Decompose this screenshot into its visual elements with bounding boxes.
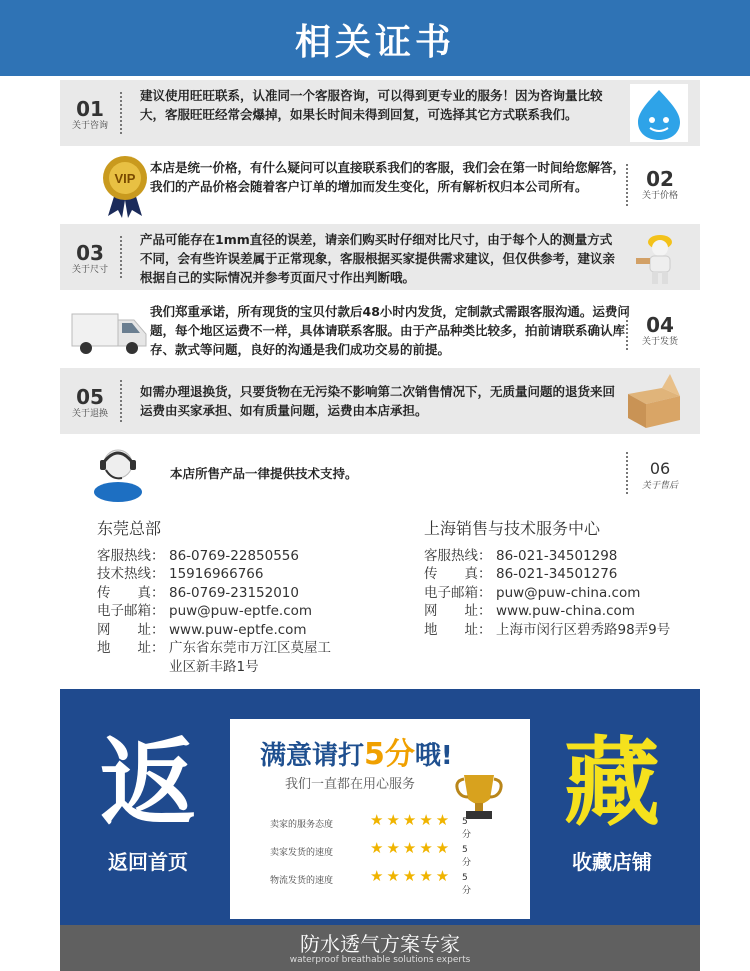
trophy-icon: [452, 771, 506, 821]
star-rating[interactable]: ★★★★★: [370, 839, 453, 857]
divider: [120, 92, 122, 134]
rating-title: 满意请打5分哦!: [260, 737, 453, 772]
notice-text: 产品可能存在1mm直径的误差，请亲们购买时仔细对比尺寸，由于每个人的测量方式不同，会有些许误差属于正常现象，客服根据买家提供需求建议，但仅供参考，建议亲根据自己的实际情况并参考页面尺寸作出判断哦。: [140, 232, 616, 285]
chat-drop-icon: [630, 84, 688, 142]
divider: [626, 164, 628, 206]
contact-title: 上海销售与技术服务中心: [424, 519, 601, 538]
contact-row: 传 真： 86-021-34501276: [424, 566, 618, 582]
delivery-van-icon: [70, 306, 148, 354]
notice-number: 05 关于退换: [71, 385, 108, 419]
notice-text: 本店是统一价格，有什么疑问可以直接联系我们的客服，我们会在第一时间给您解答，我们的产品价格会随着客户订单的增加而发生变化，所有解析权归本公司所有。: [150, 160, 626, 194]
header-bar: [0, 0, 750, 76]
contact-row: 网 址： www.puw-china.com: [424, 603, 635, 619]
contact-shanghai: [424, 520, 714, 639]
notice-consult: [60, 80, 700, 146]
divider: [120, 236, 122, 278]
notice-number: 01 关于咨询: [71, 97, 108, 131]
contact-dongguan: [97, 520, 387, 676]
rating-panel: 满意请打5分哦! 我们一直都在用心服务 卖家的服务态度 ★★★★★ 5分 卖家发货的速度 ★★★★★ 5分 物流发货的速度 ★★★★★ 5分: [230, 719, 530, 919]
contact-row: 客服热线： 86-0769-22850556: [97, 547, 299, 564]
notice-number: 04 关于发货: [641, 313, 678, 347]
divider: [626, 308, 628, 350]
rating-subtitle: 我们一直都在用心服务: [285, 777, 416, 792]
notice-size: [60, 224, 700, 290]
star-rating[interactable]: ★★★★★: [370, 811, 453, 829]
return-home-glyph[interactable]: 返: [100, 727, 196, 839]
contact-row: 地 址： 上海市闵行区碧秀路98弄9号: [424, 621, 671, 638]
notice-after-sales: [60, 440, 700, 506]
contact-title: 东莞总部: [97, 519, 162, 538]
favorite-store-glyph[interactable]: 藏: [564, 727, 660, 839]
star-rating[interactable]: ★★★★★: [370, 867, 453, 885]
rating-banner: [60, 689, 700, 925]
contact-row: 地 址： 广东省东莞市万江区莫屋工: [97, 640, 331, 656]
worker-icon: [630, 230, 686, 286]
contact-row: 电子邮箱： puw@puw-eptfe.com: [97, 603, 313, 619]
footer-bar: [60, 925, 700, 971]
notice-text: 本店所售产品一律提供技术支持。: [170, 466, 358, 481]
notice-number: 02 关于价格: [641, 167, 678, 201]
contact-row: 业区新丰路1号: [169, 658, 259, 675]
contact-row: 传 真： 86-0769-23152010: [97, 584, 299, 601]
notice-return: [60, 368, 700, 434]
return-home-button[interactable]: 返回首页: [108, 850, 188, 874]
footer-subslogan: waterproof breathable solutions experts: [289, 955, 471, 965]
divider: [120, 380, 122, 422]
notice-text: 我们郑重承诺，所有现货的宝贝付款后48小时内发货，定制款式需跟客服沟通。运费问题，每个地区运费不一样，具体请联系客服。由于产品种类比较多，拍前请联系确认库存、款式等问题，良好的沟通是我们成功交易的前提。: [150, 304, 630, 357]
contact-row: 网 址： www.puw-eptfe.com: [97, 621, 307, 638]
contact-row: 电子邮箱： puw@puw-china.com: [424, 584, 641, 601]
notice-price: [60, 152, 700, 218]
cardboard-box-icon: [622, 372, 684, 430]
page-title: 相关证书: [294, 22, 455, 63]
svg-text:VIP: VIP: [114, 171, 136, 186]
notice-text: 如需办理退换货，只要货物在无污染不影响第二次销售情况下，无质量问题的退货来回运费由买家承担、如有质量问题，运费由本店承担。: [140, 384, 616, 418]
favorite-store-button[interactable]: 收藏店铺: [572, 850, 652, 874]
contact-row: 客服热线： 86-021-34501298: [424, 547, 618, 564]
notice-number: 03 关于尺寸: [71, 241, 108, 275]
notice-text: 建议使用旺旺联系，认准同一个客服咨询，可以得到更专业的服务！因为咨询量比较大，客服旺旺经常会爆掉，如果长时间未得到回复，可选择其它方式联系我们。: [140, 88, 603, 122]
vip-medal-icon: [100, 154, 150, 218]
notice-number: 06 关于售后: [641, 459, 678, 491]
contact-row: 技术热线： 15916966766: [97, 566, 264, 582]
notice-shipping: [60, 296, 700, 362]
support-agent-icon: [90, 442, 146, 504]
divider: [626, 452, 628, 494]
footer-slogan: 防水透气方案专家: [300, 932, 460, 956]
